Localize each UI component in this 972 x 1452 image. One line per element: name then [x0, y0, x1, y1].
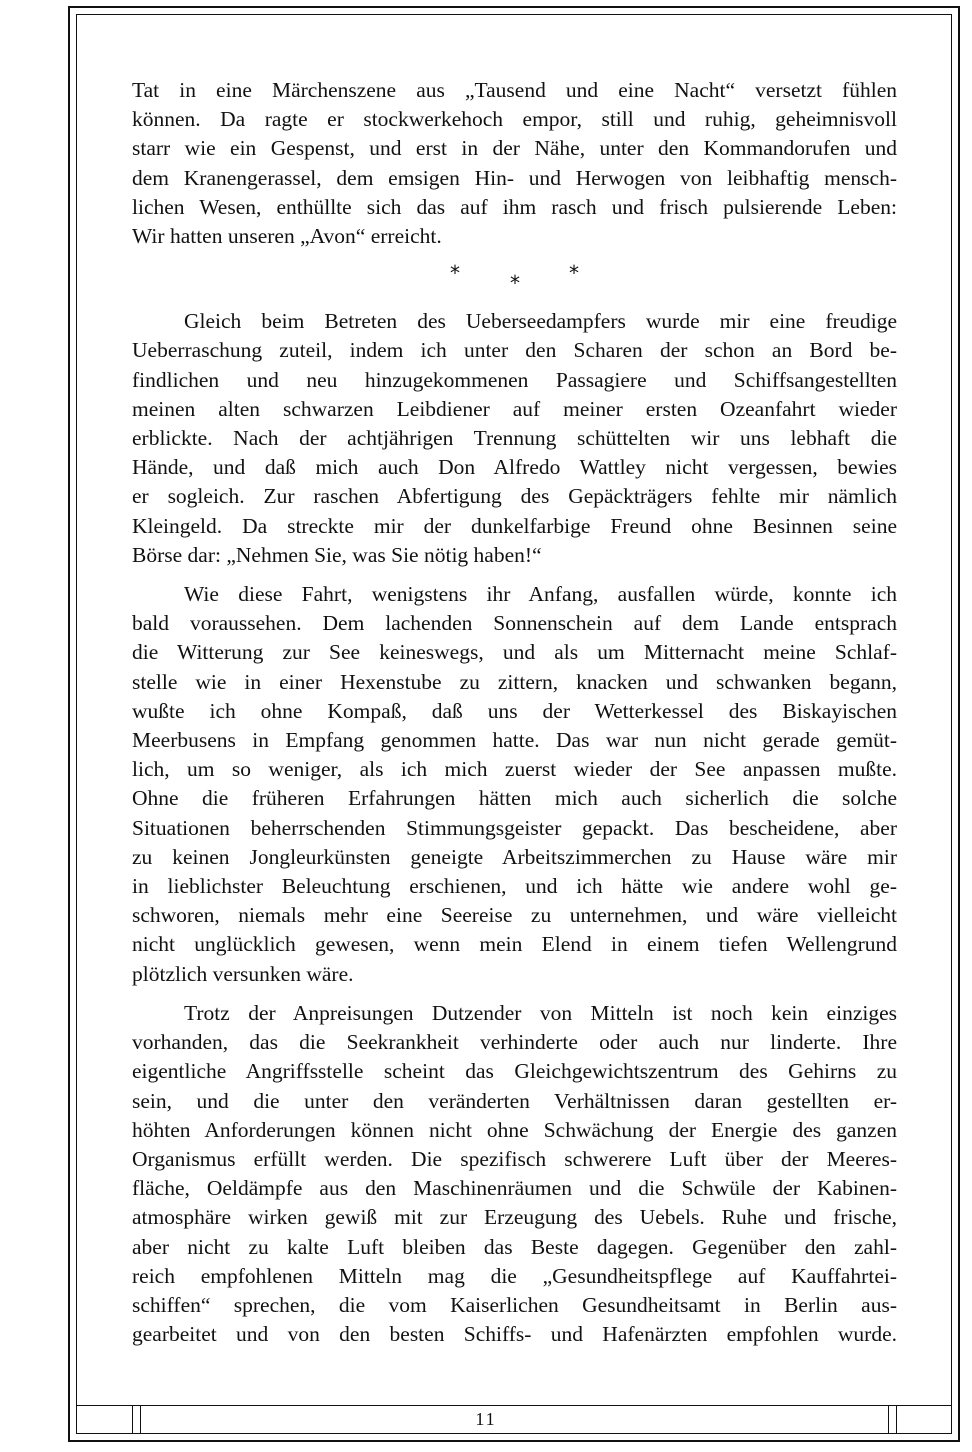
- text-line: erblickte. Nach der achtjährigen Trennung schüttelten wir uns lebhaft die: [132, 426, 897, 451]
- text-line: Trotz der Anpreisungen Dutzender von Mitteln ist noch kein einziges: [184, 1000, 897, 1025]
- paragraph-1: [132, 76, 897, 251]
- text-line: vorhanden, das die Seekrankheit verhinderte oder auch nur linderte. Ihre: [132, 1030, 897, 1055]
- text-line: lich, um so weniger, als ich mich zuerst wieder der See anpassen mußte.: [132, 757, 897, 782]
- text-line: plötzlich versunken wäre.: [132, 961, 354, 986]
- footer-rule: [76, 1405, 952, 1406]
- asterisk-left: *: [450, 261, 460, 286]
- text-line: Wie diese Fahrt, wenigstens ihr Anfang, ausfallen würde, konnte ich: [184, 582, 897, 607]
- text-line: Situationen beherrschenden Stimmungsgeister gepackt. Das bescheidene, aber: [132, 815, 897, 840]
- text-line: Meerbusens in Empfang genommen hatte. Das war nun nicht gerade gemüt-: [132, 728, 897, 753]
- text-line: bald voraussehen. Dem lachenden Sonnenschein auf dem Lande entsprach: [132, 611, 897, 636]
- body-text: [132, 76, 897, 1349]
- text-line: Gleich beim Betreten des Ueberseedampfers wurde mir eine freudige: [184, 309, 897, 334]
- asterisk-middle: *: [510, 271, 520, 296]
- text-line: findlichen und neu hinzugekommenen Passagiere und Schiffsangestellten: [132, 367, 897, 392]
- text-line: gearbeitet und von den besten Schiffs- und Hafenärzten empfohlen wurde.: [132, 1322, 897, 1347]
- text-line: Ueberraschung zuteil, indem ich unter den Scharen der schon an Bord be-: [132, 338, 897, 363]
- text-line: dem Kranengerassel, dem emsigen Hin- und Herwogen von leibhaftig mensch-: [132, 165, 897, 190]
- text-line: in lieblichster Beleuchtung erschienen, und ich hätte wie andere wohl ge-: [132, 874, 897, 899]
- text-line: eigentliche Angriffsstelle scheint das Gleichgewichtszentrum des Gehirns zu: [132, 1059, 897, 1084]
- text-line: nicht unglücklich gewesen, wenn mein Elend in einem tiefen Wellengrund: [132, 932, 897, 957]
- text-line: er sogleich. Zur raschen Abfertigung des Gepäckträgers fehlte mir nämlich: [132, 484, 897, 509]
- text-line: reich empfohlenen Mitteln mag die „Gesundheitspflege auf Kauffahrtei-: [132, 1263, 897, 1288]
- text-line: Ohne die früheren Erfahrungen hätten mich auch sicherlich die solche: [132, 786, 897, 811]
- text-line: stelle wie in einer Hexenstube zu zittern, knacken und schwanken begann,: [132, 669, 897, 694]
- text-line: sein, und die unter den veränderten Verhältnissen daran gestellten er-: [132, 1088, 897, 1113]
- text-line: atmosphäre wirken gewiß mit zur Erzeugung des Uebels. Ruhe und frische,: [132, 1205, 897, 1230]
- text-line: starr wie ein Gespenst, und erst in der Nähe, unter den Kommandorufen und: [132, 136, 897, 161]
- text-line: können. Da ragte er stockwerkehoch empor, still und ruhig, geheimnisvoll: [132, 107, 897, 132]
- text-line: Tat in eine Märchenszene aus „Tausend und eine Nacht“ versetzt fühlen: [132, 78, 897, 102]
- text-line: schworen, niemals mehr eine Seereise zu unternehmen, und wäre vielleicht: [132, 903, 897, 928]
- asterisk-right: *: [569, 261, 579, 286]
- section-break-asterism: [132, 251, 897, 307]
- page-number: 11: [475, 1409, 497, 1429]
- text-line: Kleingeld. Da streckte mir der dunkelfarbige Freund ohne Besinnen seine: [132, 513, 897, 538]
- text-line: höhten Anforderungen können nicht ohne Schwächung der Energie des ganzen: [132, 1117, 897, 1142]
- text-line: Wir hatten unseren „Avon“ erreicht.: [132, 224, 442, 249]
- paragraph-2: [132, 307, 897, 570]
- text-line: Organismus erfüllt werden. Die spezifisch schwerere Luft über der Meeres-: [132, 1146, 897, 1171]
- text-line: lichen Wesen, enthüllte sich das auf ihm rasch und frisch pulsierende Leben:: [132, 194, 897, 219]
- text-line: meinen alten schwarzen Leibdiener auf meiner ersten Ozeanfahrt wieder: [132, 396, 897, 421]
- text-line: Börse dar: „Nehmen Sie, was Sie nötig haben!“: [132, 542, 542, 567]
- paragraph-4: [132, 999, 897, 1349]
- paragraph-3: [132, 580, 897, 989]
- text-line: aber nicht zu kalte Luft bleiben das Beste dagegen. Gegenüber den zahl-: [132, 1234, 897, 1259]
- text-line: fläche, Oeldämpfe aus den Maschinenräumen und die Schwüle der Kabinen-: [132, 1176, 897, 1201]
- text-line: Hände, und daß mich auch Don Alfredo Wattley nicht vergessen, bewies: [132, 455, 897, 480]
- text-line: zu keinen Jongleurkünsten geneigte Arbeitszimmerchen zu Hause wäre mir: [132, 844, 897, 869]
- text-line: schiffen“ sprechen, die vom Kaiserlichen Gesundheitsamt in Berlin aus-: [132, 1292, 897, 1317]
- text-line: wußte ich ohne Kompaß, daß uns der Wetterkessel des Biskayischen: [132, 698, 897, 723]
- text-line: die Witterung zur See keineswegs, und als um Mitternacht meine Schlaf-: [132, 640, 897, 665]
